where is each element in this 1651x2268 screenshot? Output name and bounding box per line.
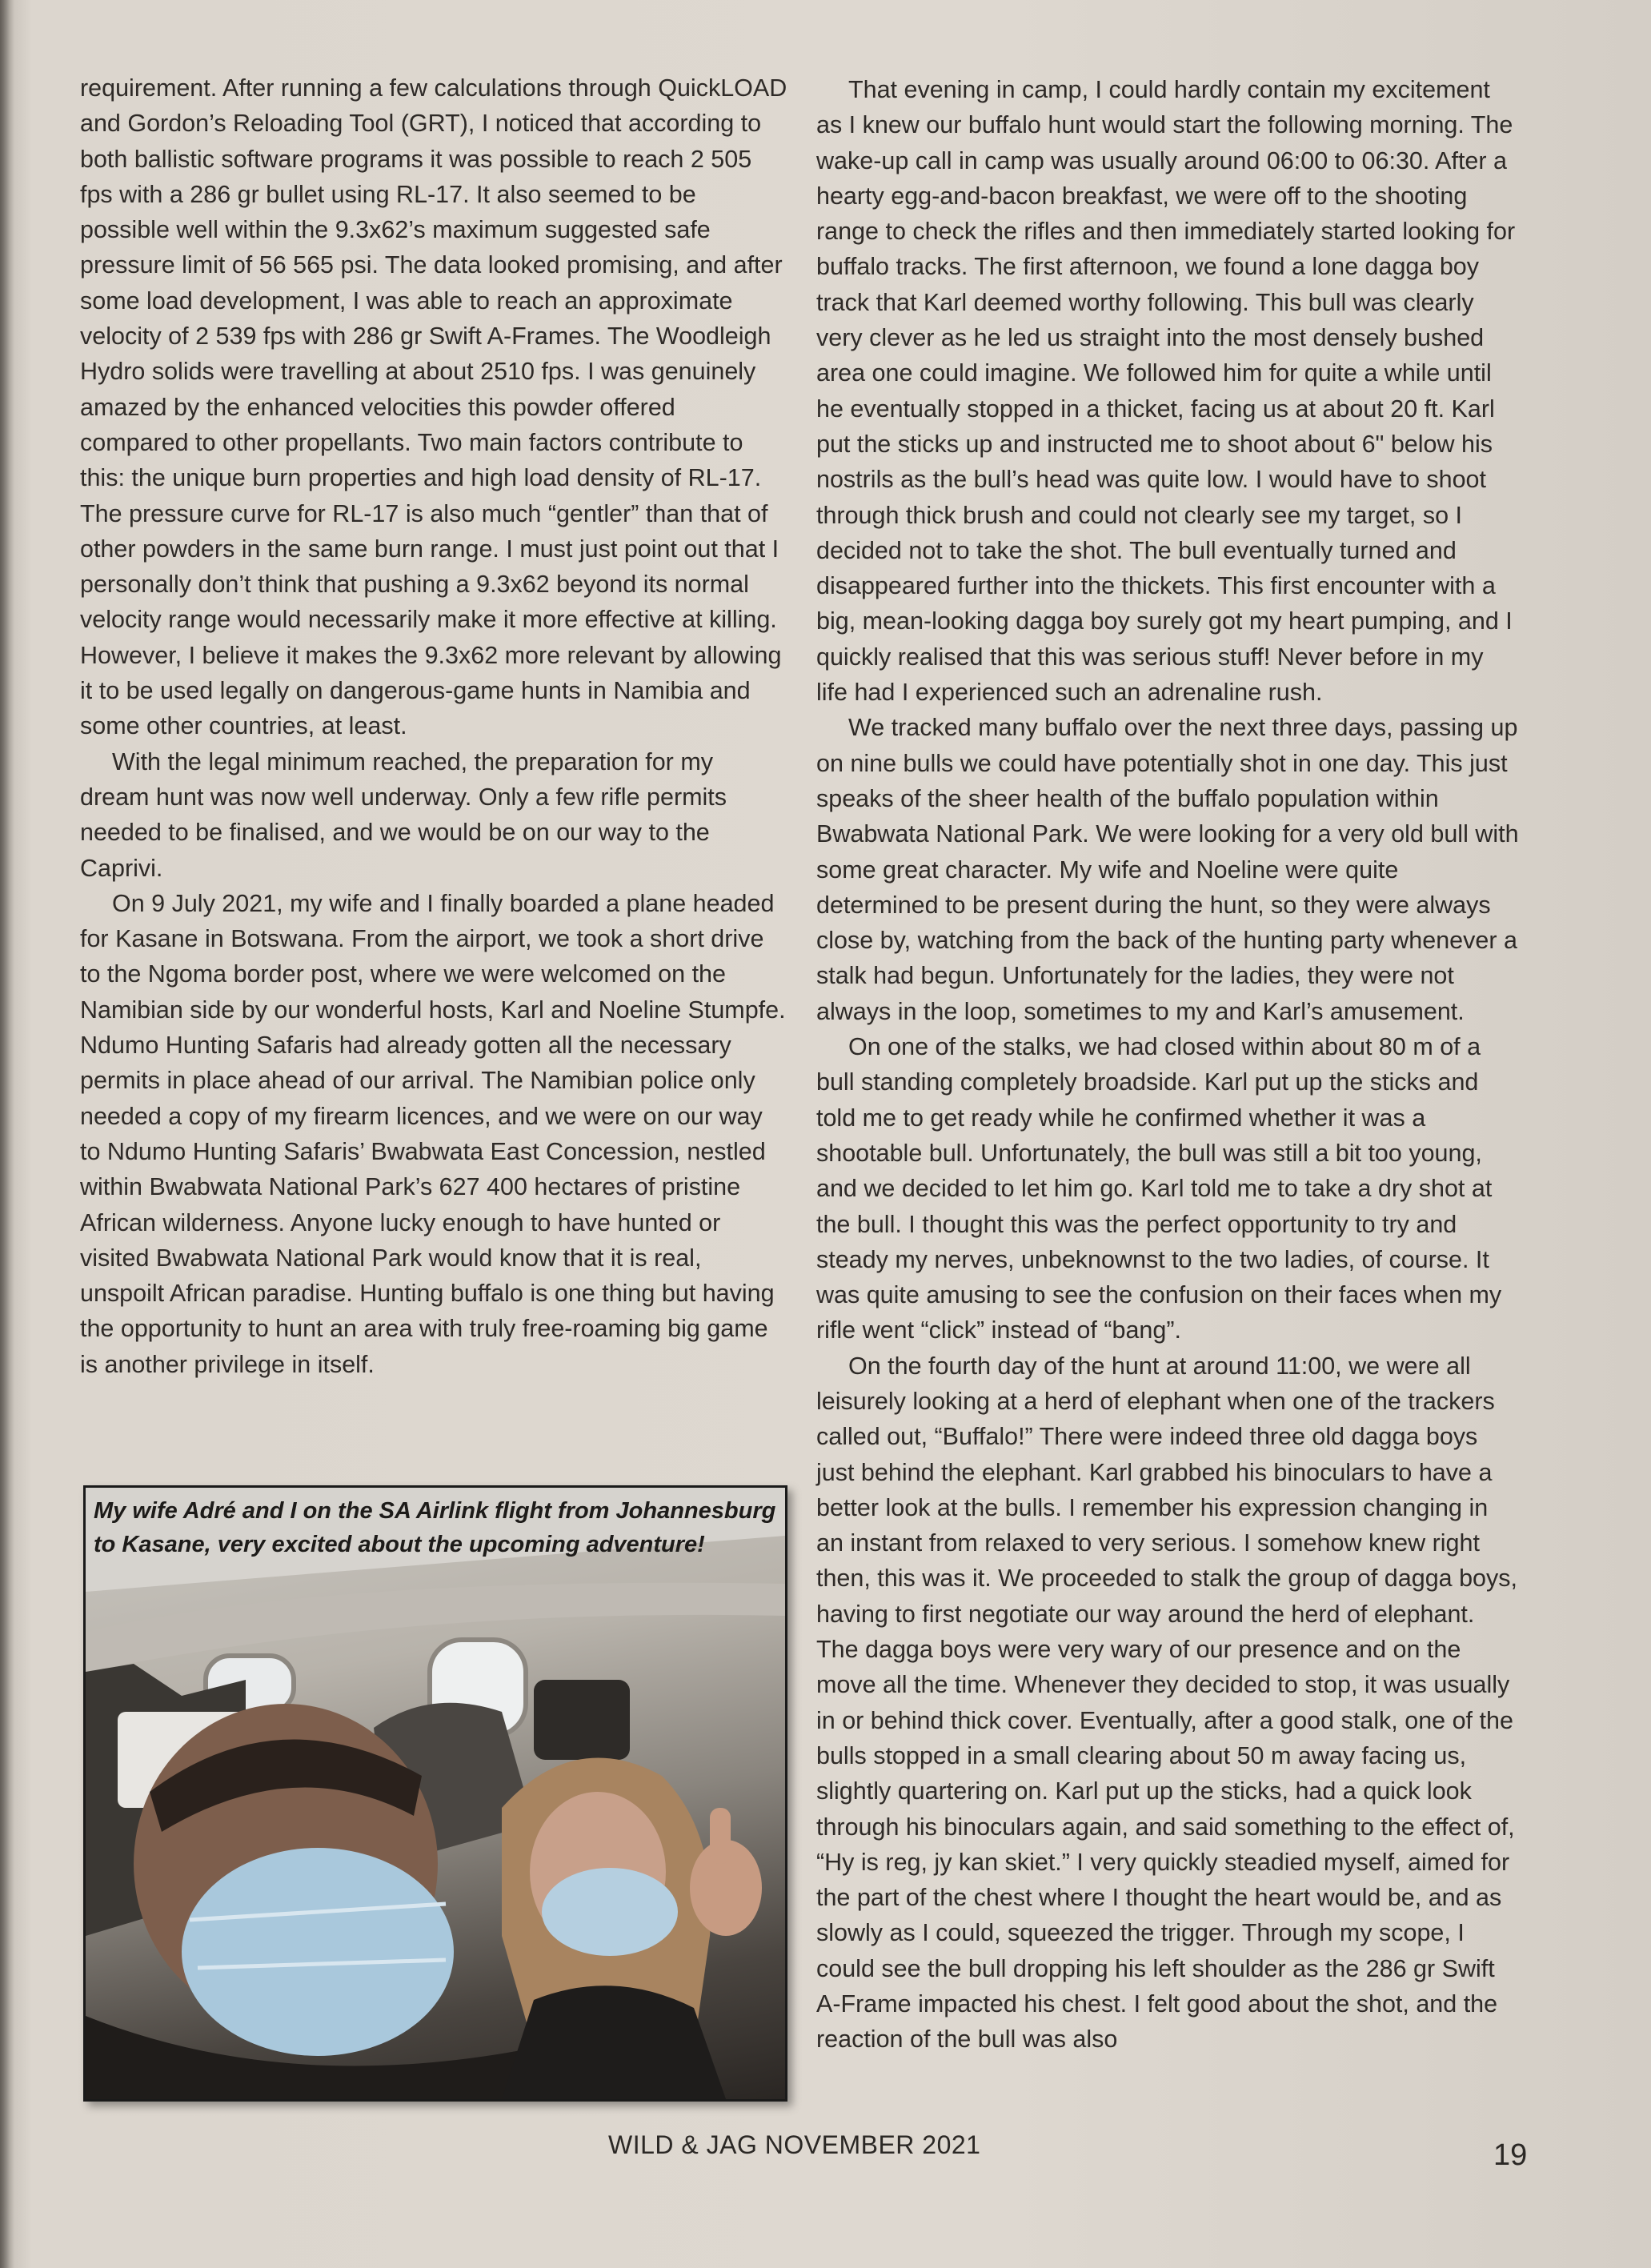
photo-caption: My wife Adré and I on the SA Airlink flight from Johannesburg to Kasane, very excited about the upcoming adventure!	[94, 1498, 776, 1557]
paragraph: requirement. After running a few calculations through QuickLOAD and Gordon’s Reloading Tool (GRT), I noticed that according to both ballistic software programs it was possible to reach 2 505 fps with a 286 gr bullet using RL-17. It also seemed to be possible well within the 9.3x62’s maximum suggested safe pressure limit of 56 565 psi. The data looked promising, and after some load development, I was able to reach an approximate velocity of 2 539 fps with 286 gr Swift A-Frames. The Woodleigh Hydro solids were travelling at about 2510 fps. I was genuinely amazed by the enhanced velocities this powder offered compared to other propellants. Two main factors contribute to this: the unique burn properties and high load density of RL-17. The pressure curve for RL-17 is also much “gentler” than that of other powders in the same burn range. I must just point out that I personally don’t think that pushing a 9.3x62 beyond its normal velocity range would necessarily make it more effective at killing. However, I believe it makes the 9.3x62 more relevant by allowing it to be used legally on dangerous-game hunts in Namibia and some other countries, at least.	[80, 74, 787, 740]
photo-illustration	[86, 1488, 785, 2099]
paragraph: On 9 July 2021, my wife and I finally boarded a plane headed for Kasane in Botswana. From the airport, we took a short drive to the Ngoma border post, where we were welcomed on the Namibian side by our wonderful hosts, Karl and Noeline Stumpfe. Ndumo Hunting Safaris had already gotten all the necessary permits in place ahead of our arrival. The Namibian police only needed a copy of my firearm licences, and we were on our way to Ndumo Hunting Safaris’ Bwabwata East Concession, nestled within Bwabwata National Park’s 627 400 hectares of pristine African wilderness. Anyone lucky enough to have hunted or visited Bwabwata National Park would know that it is real, unspoilt African paradise. Hunting buffalo is one thing but having the opportunity to hunt an area with truly free-roaming big game is another privilege in itself.	[80, 889, 786, 1378]
paragraph: We tracked many buffalo over the next three days, passing up on nine bulls we could have potentially shot in one day. This just speaks of the sheer health of the buffalo population within Bwabwata National Park. We were looking for a very old bull with some great character. My wife and Noeline were quite determined to be present during the hunt, so they were always close by, watching from the back of the hunting party whenever a stalk had begun. Unfortunately for the ladies, they were not always in the loop, sometimes to my and Karl’s amusement.	[816, 714, 1519, 1025]
publication-footer: WILD & JAG NOVEMBER 2021	[608, 2130, 981, 2159]
page-gutter-shadow	[0, 0, 14, 2268]
left-column	[80, 70, 788, 1382]
paragraph: With the legal minimum reached, the preparation for my dream hunt was now well underway. Only a few rifle permits needed to be finalised, and we would be on our way to the Caprivi.	[80, 747, 727, 882]
right-column	[816, 72, 1521, 2058]
paragraph: On the fourth day of the hunt at around 11:00, we were all leisurely looking at a herd of elephant when one of the trackers called out, “Buffalo!” There were indeed three old dagga boys just behind the elephant. Karl grabbed his binoculars to have a better look at the bulls. I remember his expression changing in an instant from relaxed to very serious. I somehow knew right then, this was it. We proceeded to stalk the group of dagga boys, having to first negotiate our way around the herd of elephant. The dagga boys were very wary of our presence and on the move all the time. Whenever they decided to stop, it was usually in or behind thick cover. Eventually, after a good stalk, one of the bulls stopped in a small clearing about 50 m away facing us, slightly quartering on. Karl put up the sticks, had a quick look through his binoculars again, and said something to the effect of, “Hy is reg, jy kan skiet.” I very quickly steadied myself, aimed for the part of the chest where I thought the heart would be, and as slowly as I could, squeezed the trigger. Through my scope, I could see the bull dropping his left shoulder as the 286 gr Swift A-Frame impacted his chest. I felt good about the shot, and the reaction of the bull was also	[816, 1352, 1517, 2054]
paragraph: That evening in camp, I could hardly contain my excitement as I knew our buffalo hunt would start the following morning. The wake-up call in camp was usually around 06:00 to 06:30. After a hearty egg-and-bacon breakfast, we were off to the shooting range to check the rifles and then immediately started looking for buffalo tracks. The first afternoon, we found a lone dagga boy track that Karl deemed worthy following. This bull was clearly very clever as he led us straight into the most densely bushed area one could imagine. We followed him for quite a while until he eventually stopped in a thicket, facing us at about 20 ft. Karl put the sticks up and instructed me to shoot about 6" below his nostrils as the bull’s head was quite low. I would have to shoot through thick brush and could not clearly see my target, so I decided not to take the shot. The bull eventually turned and disappeared further into the thickets. This first encounter with a big, mean-looking dagga boy surely got my heart pumping, and I quickly realised that this was serious stuff! Never before in my life had I experienced such an adrenaline rush.	[816, 76, 1516, 707]
paragraph: On one of the stalks, we had closed within about 80 m of a bull standing completely broadside. Karl put up the sticks and told me to get ready while he confirmed whether it was a shootable bull. Unfortunately, the bull was still a bit too young, and we decided to let him go. Karl told me to take a dry shot at the bull. I thought this was the perfect opportunity to try and steady my nerves, unbeknownst to the two ladies, of course. It was quite amusing to see the confusion on their faces when my rifle went “click” instead of “bang”.	[816, 1033, 1502, 1344]
page-number: 19	[1493, 2138, 1528, 2172]
airplane-selfie-photo	[83, 1485, 787, 2102]
